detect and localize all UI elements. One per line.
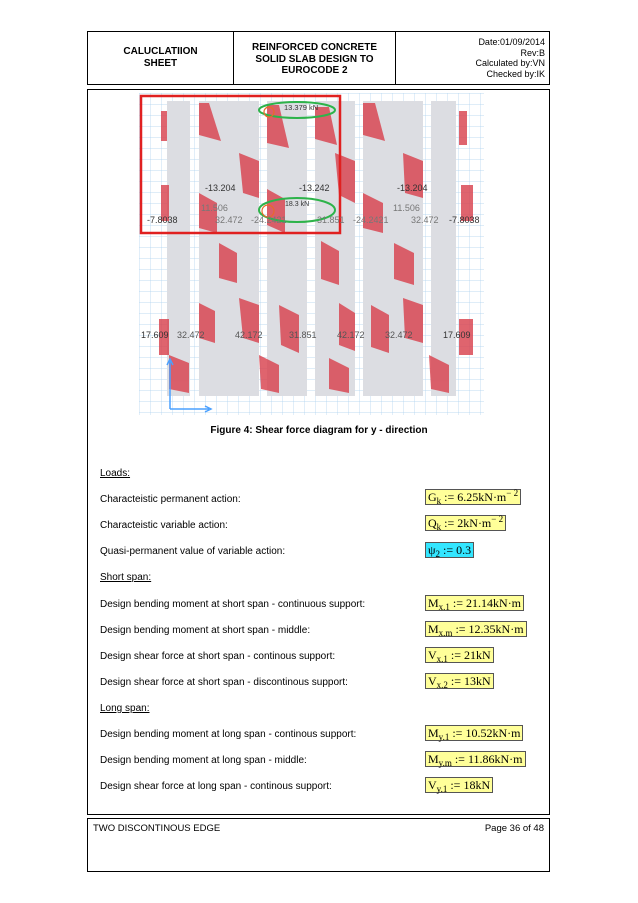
mx1-label: Design bending moment at short span - continuous support: bbox=[100, 599, 366, 610]
header-block bbox=[87, 31, 550, 85]
label-r2-f: 32.472 bbox=[411, 215, 439, 225]
qk-rhs: := 2kN·m bbox=[441, 516, 492, 530]
short-span-heading: Short span: bbox=[100, 572, 152, 583]
vy1-label: Design shear force at long span - continous support: bbox=[100, 781, 332, 792]
mx1-sub: x.1 bbox=[438, 602, 450, 612]
sheet-label-line1: CALUCLATIION bbox=[123, 46, 198, 57]
gk-equation bbox=[425, 489, 521, 505]
date-text: Date:01/09/2014 bbox=[478, 37, 545, 47]
psi2-label: Quasi-permanent value of variable action: bbox=[100, 546, 286, 557]
my1-rhs: := 10.52kN·m bbox=[449, 726, 521, 740]
long-span-heading: Long span: bbox=[100, 703, 150, 714]
label-r3-f: 32.472 bbox=[385, 330, 413, 340]
vx1-sym: V bbox=[428, 648, 437, 662]
label-r2-c: -24.2421 bbox=[251, 215, 287, 225]
my1-equation bbox=[425, 725, 523, 741]
checked-by-text: Checked by:IK bbox=[486, 68, 545, 79]
vy1-sub: y.1 bbox=[436, 784, 448, 794]
label-top-callout: 13.379 kN bbox=[284, 103, 319, 112]
my1-label: Design bending moment at long span - continous support: bbox=[100, 729, 357, 740]
vy1-rhs: := 18kN bbox=[447, 778, 491, 792]
title-line1: REINFORCED CONCRETE bbox=[251, 42, 377, 53]
label-r3-g: 17.609 bbox=[443, 330, 471, 340]
label-r3-b: 32.472 bbox=[177, 330, 205, 340]
label-neg-right: -13.204 bbox=[397, 183, 428, 193]
footer-section-title: TWO DISCONTINOUS EDGE bbox=[93, 823, 221, 834]
label-neg-left: -13.204 bbox=[205, 183, 236, 193]
figure-caption: Figure 4: Shear force diagram for y - direction bbox=[210, 425, 428, 436]
gk-sym: G bbox=[428, 490, 437, 504]
label-mid-callout: 18.3 kN bbox=[285, 201, 310, 208]
mx1-sym: M bbox=[428, 596, 439, 610]
psi2-sub: 2 bbox=[435, 549, 441, 559]
my1-sub: y.1 bbox=[438, 732, 450, 742]
vx1-sub: x.1 bbox=[436, 654, 448, 664]
label-r2-d: 31.851 bbox=[317, 215, 345, 225]
label-r3-a: 17.609 bbox=[141, 330, 169, 340]
vx1-label: Design shear force at short span - continous support: bbox=[100, 651, 336, 662]
psi2-rhs: := 0.3 bbox=[440, 543, 472, 557]
vx2-rhs: := 13kN bbox=[447, 674, 491, 688]
vx1-rhs: := 21kN bbox=[447, 648, 491, 662]
label-r2-a: -7.8038 bbox=[147, 215, 178, 225]
mym-rhs: := 11.86kN·m bbox=[451, 752, 523, 766]
mxm-sub: x.m bbox=[438, 628, 453, 638]
vx2-label: Design shear force at short span - discontinous support: bbox=[100, 677, 348, 688]
label-r2-e: -24.2421 bbox=[353, 215, 389, 225]
vy1-sym: V bbox=[428, 778, 437, 792]
mxm-sym: M bbox=[428, 622, 439, 636]
qk-sub: k bbox=[436, 522, 442, 532]
gk-label: Characteistic permanent action: bbox=[100, 494, 241, 505]
gk-sup: − 2 bbox=[506, 488, 519, 498]
label-r3-e: 42.172 bbox=[337, 330, 365, 340]
label-r1-b: 11.506 bbox=[393, 203, 420, 213]
mx1-rhs: := 21.14kN·m bbox=[449, 596, 522, 610]
label-r2-b: 32.472 bbox=[215, 215, 243, 225]
shear-force-diagram bbox=[139, 93, 484, 415]
footer-block bbox=[87, 818, 550, 872]
vx1-equation bbox=[425, 647, 494, 663]
qk-equation bbox=[425, 515, 506, 531]
document-title bbox=[234, 32, 396, 84]
label-r3-d: 31.851 bbox=[289, 330, 317, 340]
page-number: Page 36 of 48 bbox=[484, 823, 544, 834]
mym-equation bbox=[425, 751, 526, 767]
label-neg-mid: -13.242 bbox=[299, 183, 330, 193]
vy1-equation bbox=[425, 777, 493, 793]
calculated-by-text: Calculated by:VN bbox=[475, 58, 545, 68]
my1-sym: M bbox=[428, 726, 439, 740]
gk-rhs: := 6.25kN·m bbox=[441, 490, 507, 504]
loads-heading: Loads: bbox=[100, 468, 131, 479]
label-r3-c: 42.172 bbox=[235, 330, 263, 340]
mxm-equation bbox=[425, 621, 527, 637]
vx2-sym: V bbox=[428, 674, 437, 688]
mxm-label: Design bending moment at short span - middle: bbox=[100, 625, 311, 636]
mym-sym: M bbox=[428, 752, 439, 766]
sheet-label bbox=[88, 32, 234, 84]
gk-sub: k bbox=[436, 496, 442, 506]
qk-sup: − 2 bbox=[491, 514, 504, 524]
label-r2-g: -7.8038 bbox=[449, 215, 480, 225]
revision-info bbox=[396, 32, 549, 84]
title-line3: EUROCODE 2 bbox=[281, 65, 348, 76]
rev-text: Rev:B bbox=[520, 47, 545, 58]
qk-label: Characteistic variable action: bbox=[100, 520, 228, 531]
psi2-equation bbox=[425, 542, 474, 558]
psi2-sym: ψ bbox=[428, 543, 436, 557]
qk-sym: Q bbox=[428, 516, 437, 530]
title-line2: SOLID SLAB DESIGN TO bbox=[255, 53, 374, 65]
mym-sub: y.m bbox=[438, 758, 452, 768]
mx1-equation bbox=[425, 595, 524, 611]
sheet-label-line2: SHEET bbox=[143, 58, 178, 69]
mym-label: Design bending moment at long span - middle: bbox=[100, 755, 307, 766]
label-r1-a: 11.506 bbox=[201, 203, 228, 213]
vx2-sub: x.2 bbox=[436, 680, 448, 690]
vx2-equation bbox=[425, 673, 494, 689]
mxm-rhs: := 12.35kN·m bbox=[452, 622, 524, 636]
